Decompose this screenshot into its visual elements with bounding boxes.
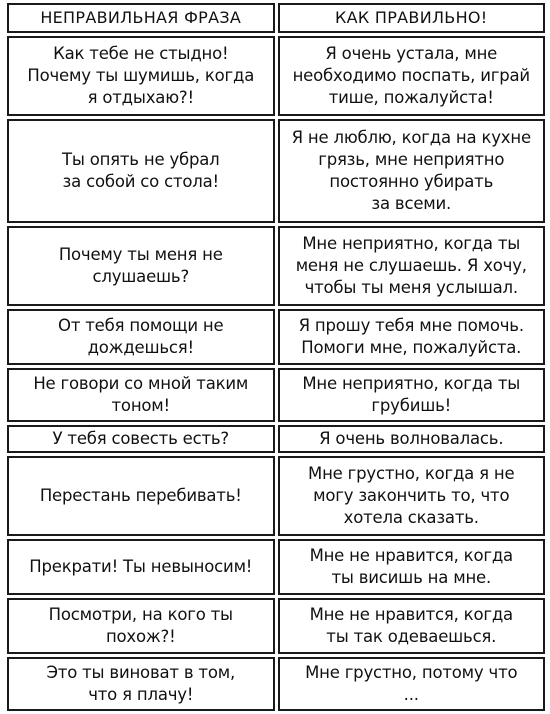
correct-phrase-line: грязь, мне неприятно [318,150,505,170]
table-row [7,309,545,365]
wrong-phrase-line: Ты опять не убрал [61,150,220,170]
table-row [7,36,545,116]
table-row [7,598,545,654]
correct-phrase-cell [278,539,546,595]
table-row [7,368,545,422]
correct-phrase-line: Я очень устала, мне [325,44,498,64]
wrong-phrase-line: Перестань перебивать! [39,486,242,506]
correct-phrase-line: Помоги мне, пожалуйста. [301,338,522,357]
correct-phrase-line: чтобы ты меня услышал. [304,277,518,297]
correct-phrase-cell [278,456,546,536]
wrong-phrase-line: Почему ты меня не [58,245,223,265]
correct-phrase-line: Я не люблю, когда на кухне [291,128,531,148]
wrong-phrase-line: слушаешь? [92,267,190,286]
table-row [7,456,545,536]
correct-phrase-line: хотела сказать. [343,507,479,527]
wrong-phrase-line: Посмотри, на кого ты [48,605,233,625]
correct-phrase-line: ты висишь на мне. [331,568,492,587]
wrong-phrase-cell [7,425,275,453]
correct-phrase-line: Я прошу тебя мне помочь. [298,316,524,336]
wrong-phrase-line: Как тебе не стыдно! [53,44,229,64]
correct-phrase-line: могу закончить то, что [313,486,510,506]
table-row [7,226,545,306]
correct-phrase-line: необходимо поспать, играй [292,66,530,86]
correct-phrase-line: ... [403,685,419,704]
correct-phrase-line: Я очень волновалась. [319,429,504,449]
correct-phrase-cell [278,119,546,223]
wrong-phrase-line: От тебя помощи не [58,316,224,336]
wrong-phrase-cell [7,539,275,595]
wrong-phrase-line: тоном! [111,396,170,415]
table-row [7,539,545,595]
table-row [7,425,545,453]
wrong-phrase-cell [7,598,275,654]
wrong-phrase-cell [7,36,275,116]
table-row [7,119,545,223]
correct-phrase-line: Мне не нравится, когда [309,605,513,625]
wrong-phrase-line: я отдыхаю?! [87,87,194,107]
wrong-phrase-line: за собой со стола! [62,172,219,191]
wrong-phrase-cell [7,657,275,711]
header-correct-phrase: КАК ПРАВИЛЬНО! [278,3,546,33]
wrong-phrase-line: Это ты виноват в том, [46,663,236,683]
wrong-phrase-line: что я плачу! [88,685,194,704]
wrong-phrase-line: У тебя совесть есть? [52,429,229,449]
correct-phrase-line: меня не слушаешь. Я хочу, [295,256,527,276]
correct-phrase-line: за всеми. [371,193,452,213]
correct-phrase-line: Мне неприятно, когда ты [302,374,521,394]
wrong-phrase-line: Почему ты шумишь, когда [27,66,255,86]
correct-phrase-cell [278,425,546,453]
wrong-phrase-line: Прекрати! Ты невыносим! [29,557,253,577]
correct-phrase-cell [278,36,546,116]
correct-phrase-cell [278,368,546,422]
header-wrong-phrase: НЕПРАВИЛЬНАЯ ФРАЗА [7,3,275,33]
header-row [7,3,545,33]
correct-phrase-line: Мне неприятно, когда ты [302,234,521,254]
correct-phrase-line: ты так одеваешься. [326,627,497,646]
correct-phrase-line: грубишь! [371,396,452,415]
correct-phrase-cell [278,309,546,365]
wrong-phrase-cell [7,368,275,422]
table-row [7,657,545,711]
wrong-phrase-cell [7,119,275,223]
wrong-phrase-cell [7,456,275,536]
correct-phrase-line: Мне не нравится, когда [309,546,513,566]
correct-phrase-cell [278,657,546,711]
correct-phrase-line: постоянно убирать [329,172,494,191]
phrase-table [4,0,548,714]
correct-phrase-cell [278,226,546,306]
wrong-phrase-line: похож?! [105,627,176,646]
wrong-phrase-line: Не говори со мной таким [33,374,249,394]
correct-phrase-line: тише, пожалуйста! [328,87,494,107]
correct-phrase-line: Мне грустно, потому что [305,663,518,683]
correct-phrase-line: Мне грустно, когда я не [308,464,515,484]
wrong-phrase-line: дождешься! [87,338,194,357]
correct-phrase-cell [278,598,546,654]
wrong-phrase-cell [7,226,275,306]
wrong-phrase-cell [7,309,275,365]
